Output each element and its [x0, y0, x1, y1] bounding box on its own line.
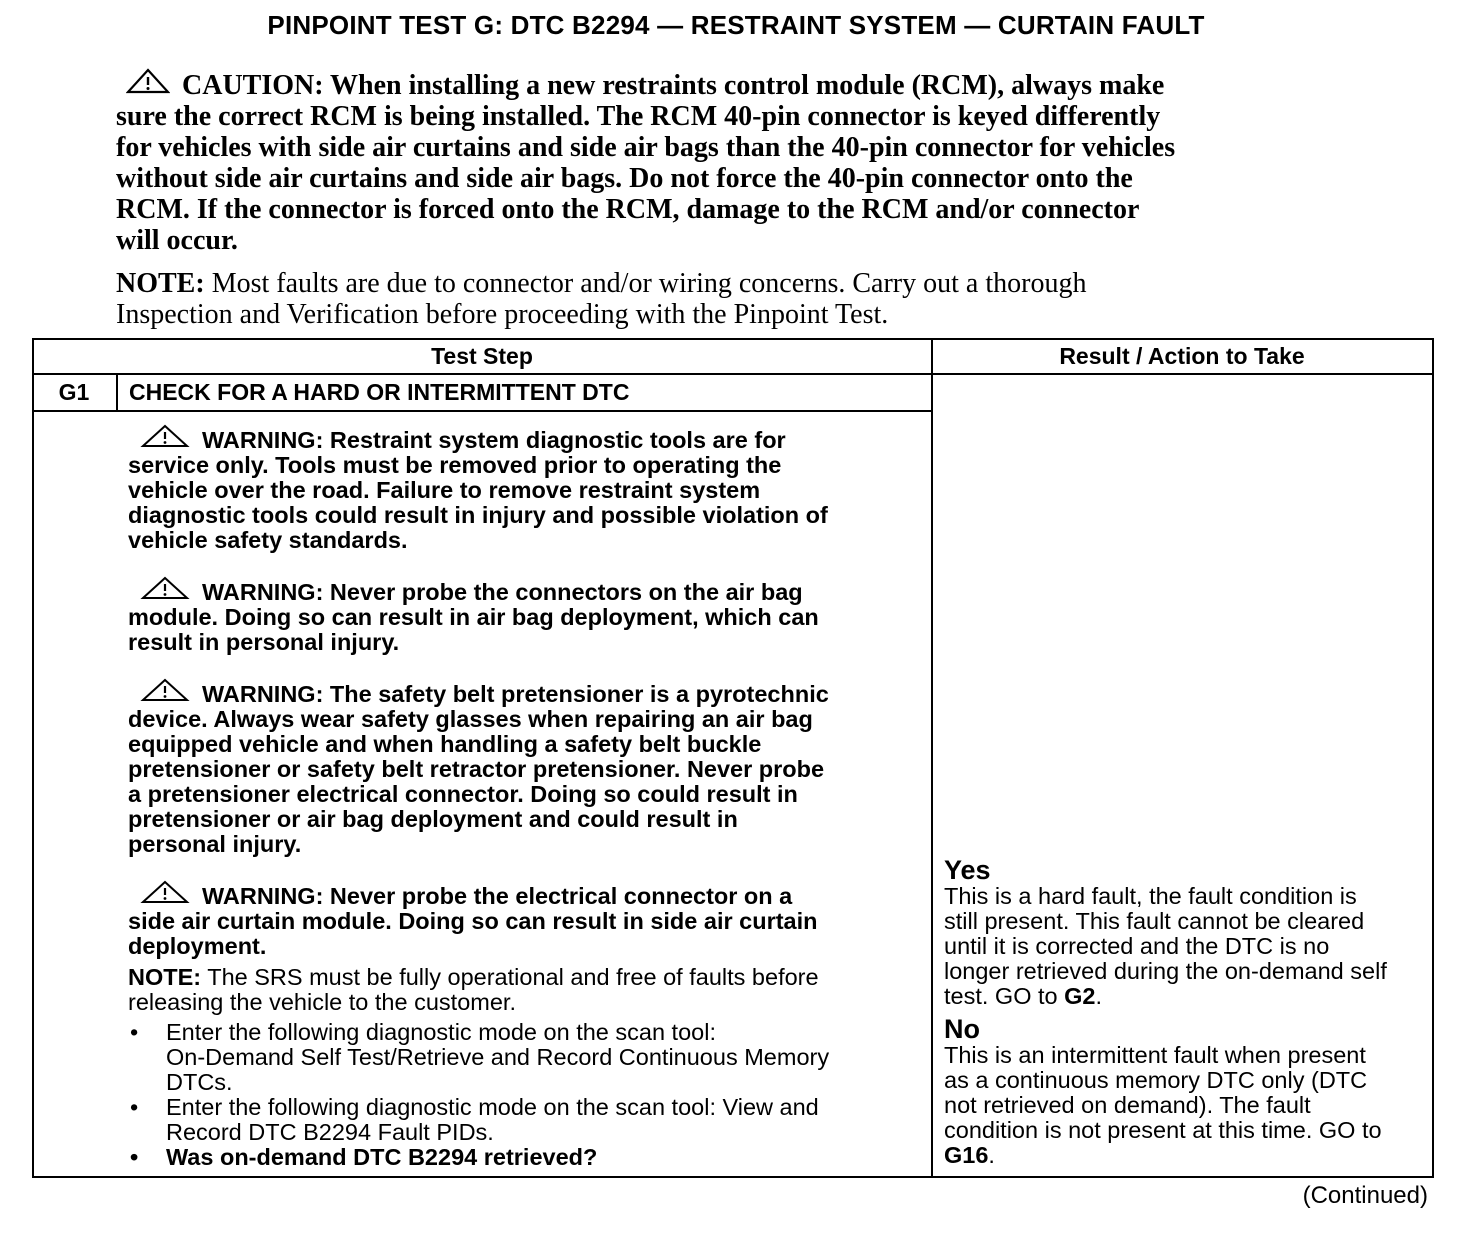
- note-line: NOTE: Most faults are due to connector and/or wiring concerns. Carry out a thorough: [116, 268, 1087, 299]
- warning-triangle-icon: [140, 576, 190, 600]
- caution-line: sure the correct RCM is being installed. The RCM 40-pin connector is keyed differently: [116, 101, 1161, 132]
- test-step-cell: [128, 424, 918, 1170]
- goto-link-g2[interactable]: G2: [1064, 983, 1096, 1009]
- step-note: NOTE: The SRS must be fully operational and free of faults before releasing the vehicle to the customer.: [128, 964, 819, 1015]
- note-block: [116, 268, 1356, 330]
- bullet-icon: •: [130, 1094, 139, 1120]
- page-title: PINPOINT TEST G: DTC B2294 — RESTRAINT SYSTEM — CURTAIN FAULT: [267, 10, 1205, 40]
- bullet-item: • Enter the following diagnostic mode on the scan tool: View and Record DTC B2294 Fault PIDs.: [130, 1094, 819, 1145]
- note-label: NOTE:: [116, 268, 205, 299]
- pinpoint-table: [32, 338, 1434, 1178]
- goto-link-g16[interactable]: G16: [944, 1142, 989, 1168]
- step-id: G1: [58, 379, 90, 405]
- step-note-label: NOTE:: [128, 964, 202, 990]
- caution-line: for vehicles with side air curtains and side air bags than the 40-pin connector for vehicles: [116, 132, 1176, 163]
- bullet-icon: •: [130, 1144, 139, 1170]
- caution-line: without side air curtains and side air bags. Do not force the 40-pin connector onto the: [116, 163, 1133, 194]
- step-title: CHECK FOR A HARD OR INTERMITTENT DTC: [129, 379, 630, 405]
- caution-block: [116, 68, 1356, 256]
- warning-block: WARNING: Restraint system diagnostic tools are for service only. Tools must be removed prior to operating the vehicle over the road. Failure to remove restraint system diagnostic tools could result in injury and possible violation of vehicle safety standards.: [128, 424, 918, 553]
- warning-block: WARNING: Never probe the electrical connector on a side air curtain module. Doing so can result in side air curtain deployment.: [128, 880, 918, 959]
- warning-block: WARNING: Never probe the connectors on the air bag module. Doing so can result in air bag deployment, which can result in personal injury.: [128, 576, 918, 655]
- result-no-label: No: [944, 1014, 980, 1044]
- warning-triangle-icon: [140, 678, 190, 702]
- warning-triangle-icon: [126, 68, 170, 94]
- bullet-item: • Was on-demand DTC B2294 retrieved?: [130, 1144, 598, 1170]
- column-header-result: Result / Action to Take: [1059, 343, 1305, 369]
- continued-label: (Continued): [1302, 1182, 1428, 1209]
- warning-triangle-icon: [140, 424, 190, 448]
- warning-triangle-icon: [140, 880, 190, 904]
- caution-line: RCM. If the connector is forced onto the RCM, damage to the RCM and/or connector: [116, 194, 1140, 225]
- caution-line: will occur.: [116, 225, 238, 256]
- result-yes-label: Yes: [944, 855, 991, 885]
- bullet-item: • Enter the following diagnostic mode on the scan tool: On-Demand Self Test/Retrieve and Record Continuous Memory DTCs.: [130, 1019, 830, 1095]
- note-line: Inspection and Verification before proceeding with the Pinpoint Test.: [116, 299, 889, 330]
- bullet-icon: •: [130, 1019, 139, 1045]
- column-header-test-step: Test Step: [431, 343, 533, 369]
- result-cell: Yes This is a hard fault, the fault condition is still present. This fault cannot be cleared until it is corrected and the DTC is no longer retrieved during the on-demand self test. GO to G2. No This is an intermittent fault when present as a continuous memory DTC only (DTC not retrieved on demand). The fault condition is not present at this time. GO to G16.: [944, 856, 1428, 1168]
- warning-block: WARNING: The safety belt pretensioner is a pyrotechnic device. Always wear safety glasses when repairing an air bag equipped vehicle and when handling a safety belt buckle pretensioner or safety belt retractor pretensioner. Never probe a pretensioner electrical connector. Doing so could result in pretensioner or air bag deployment and could result in personal injury.: [128, 678, 918, 857]
- caution-line: CAUTION: When installing a new restraints control module (RCM), always make: [116, 68, 1356, 101]
